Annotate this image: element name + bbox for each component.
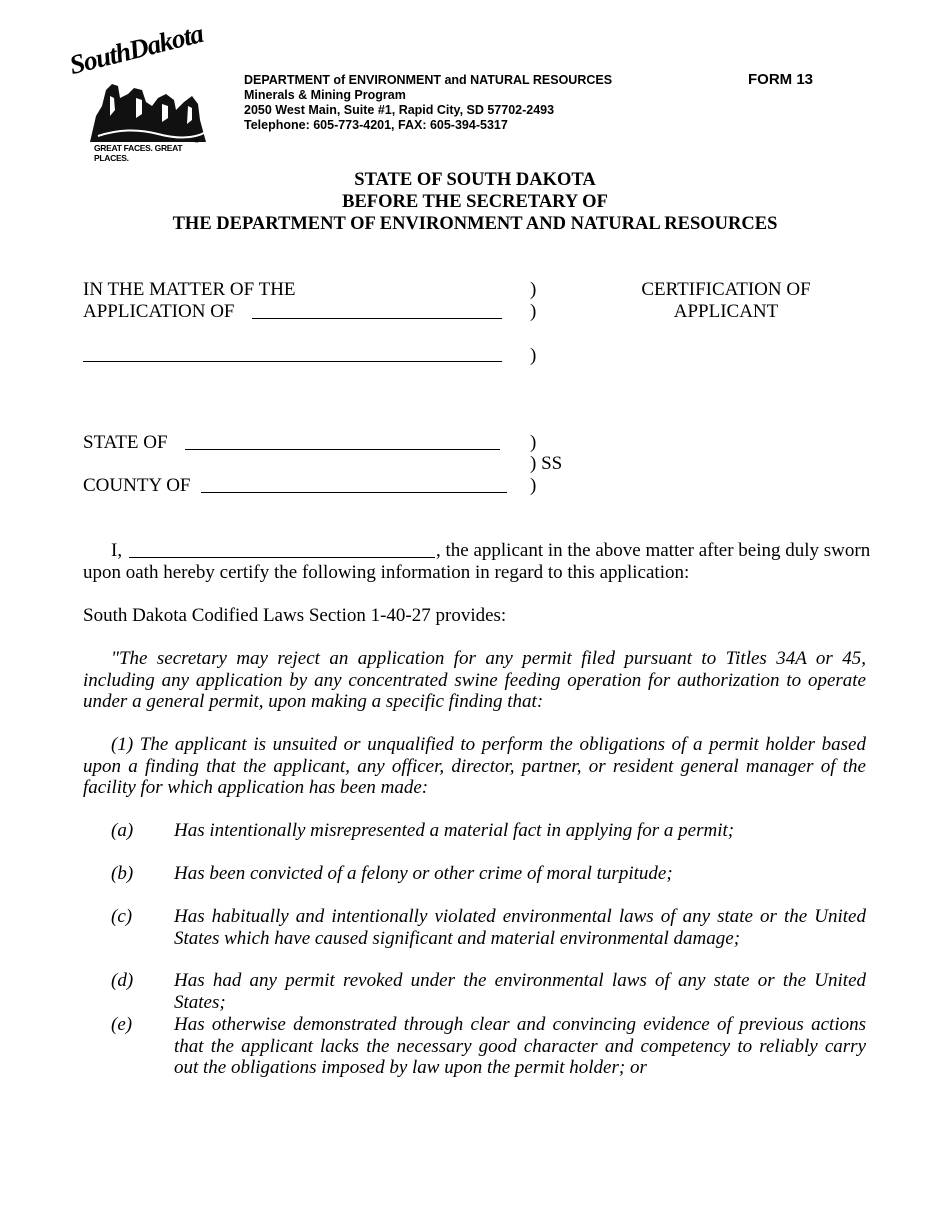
- paren-4: ): [530, 432, 537, 453]
- south-dakota-logo: [66, 18, 215, 163]
- title-before-secretary: BEFORE THE SECRETARY OF: [342, 192, 608, 212]
- item-letter-c: (c): [111, 906, 133, 927]
- paren-1: ): [530, 279, 537, 300]
- oath-suffix: , the applicant in the above matter after being duly sworn: [436, 540, 871, 561]
- ss-marker: ) SS: [530, 453, 563, 474]
- state-field[interactable]: [185, 432, 500, 450]
- item-letter-d: (d): [111, 970, 134, 991]
- application-description-field[interactable]: [83, 344, 502, 362]
- logo-tagline: GREAT FACES. GREAT PLACES.: [94, 143, 183, 163]
- oath-prefix: I,: [111, 540, 123, 561]
- paren-3: ): [530, 345, 537, 366]
- certification-title: CERTIFICATION OF: [641, 279, 811, 300]
- paren-2: ): [530, 301, 537, 322]
- certification-subtitle: APPLICANT: [673, 301, 779, 322]
- item-text-b: Has been convicted of a felony or other crime of moral turpitude;: [174, 863, 673, 884]
- logo-wordmark: SouthDakota: [66, 18, 206, 81]
- header-phone: Telephone: 605-773-4201, FAX: 605-394-5317: [244, 118, 508, 132]
- item-text-c: Has habitually and intentionally violated environmental laws of any state or the United States which have caused significant and material environmental damage;: [174, 906, 866, 949]
- item-text-d: Has had any permit revoked under the environmental laws of any state or the United States;: [174, 970, 866, 1013]
- item-letter-a: (a): [111, 820, 134, 841]
- title-department: THE DEPARTMENT OF ENVIRONMENT AND NATURAL RESOURCES: [172, 214, 778, 234]
- item-letter-b: (b): [111, 863, 134, 884]
- codified-law-reference: South Dakota Codified Laws Section 1-40-27 provides:: [83, 605, 507, 626]
- header-department: DEPARTMENT of ENVIRONMENT and NATURAL RESOURCES: [244, 73, 613, 87]
- matter-line1: IN THE MATTER OF THE: [83, 279, 296, 300]
- applicant-name-field[interactable]: [252, 301, 502, 319]
- paren-5: ): [530, 475, 537, 496]
- header-program: Minerals & Mining Program: [244, 88, 406, 102]
- header-address: 2050 West Main, Suite #1, Rapid City, SD 57702-2493: [244, 103, 555, 117]
- matter-line2: APPLICATION OF: [83, 301, 235, 322]
- statute-quote: "The secretary may reject an application for any permit filed pursuant to Titles 34A or 45, including any application by any concentrated swine feeding operation for authorization to operate under a general permit, upon making a specific finding that:: [83, 648, 866, 712]
- item-text-a: Has intentionally misrepresented a material fact in applying for a permit;: [174, 820, 735, 841]
- registered-mark: ®: [194, 138, 200, 145]
- statute-clause-1: (1) The applicant is unsuited or unqualified to perform the obligations of a permit holder based upon a finding that the applicant, any officer, director, partner, or resident general manager of the facility for which application has been made:: [83, 734, 866, 798]
- mount-rushmore-icon: [88, 76, 208, 144]
- applicant-signature-name-field[interactable]: [129, 540, 435, 558]
- item-letter-e: (e): [111, 1014, 133, 1035]
- county-field[interactable]: [201, 475, 507, 493]
- item-text-e: Has otherwise demonstrated through clear and convincing evidence of previous actions that the applicant lacks the necessary good character and competency to reliably carry out the obligations imposed by law upon the permit holder; or: [174, 1014, 866, 1078]
- oath-line2: upon oath hereby certify the following information in regard to this application:: [83, 562, 690, 583]
- title-state: STATE OF SOUTH DAKOTA: [354, 170, 596, 190]
- form-number: FORM 13: [748, 71, 814, 88]
- county-of-label: COUNTY OF: [83, 475, 191, 496]
- state-of-label: STATE OF: [83, 432, 168, 453]
